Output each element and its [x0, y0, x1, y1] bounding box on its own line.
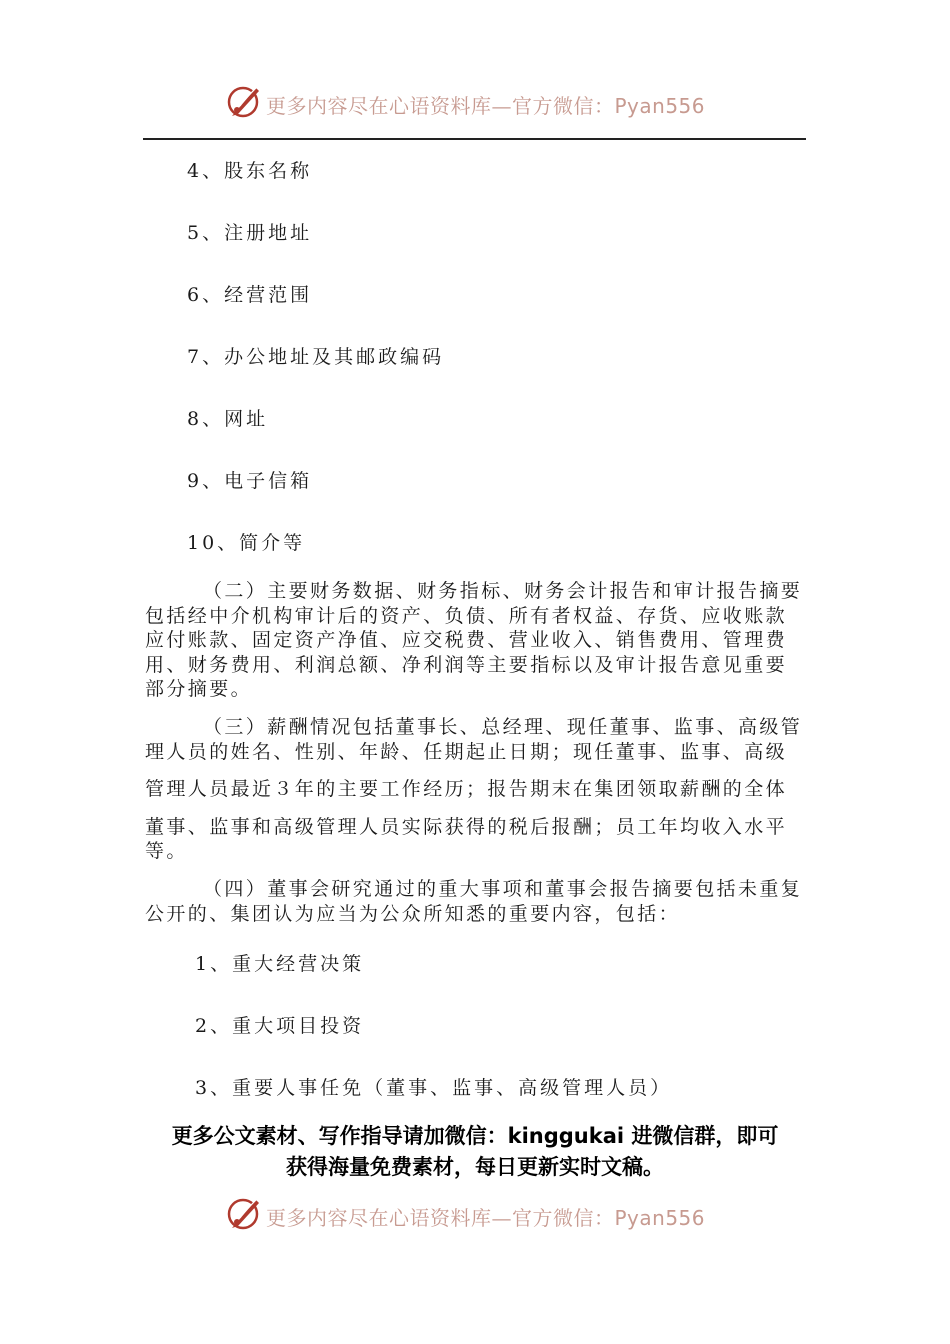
quill-pen-logo-icon — [226, 82, 262, 120]
quill-pen-logo-icon — [226, 1194, 262, 1232]
paragraph-board-matters: （四）董事会研究通过的重大事项和董事会报告摘要包括未重复 公开的、集团认为应当为公众所知悉的重要内容，包括： — [145, 878, 803, 925]
banner-wechat-id: Pyan556 — [614, 1206, 706, 1230]
paragraph-financial-data: （二）主要财务数据、财务指标、财务会计报告和审计报告摘要 包括经中介机构审计后的资产、负债、所有者权益、存货、应收账款 应付账款、固定资产净值、应交税费、营业收入、销售费用、管理费 用、财务费用、利润总额、净利润等主要指标以及审计报告意见重要 部分摘要。 — [145, 580, 803, 700]
banner-text: 更多内容尽在心语资料库—官方微信：Pyan556 — [266, 1206, 706, 1230]
list-item: 3、重要人事任免（董事、监事、高级管理人员） — [195, 1077, 673, 1099]
list-item: 7、办公地址及其邮政编码 — [187, 346, 445, 368]
header-divider — [143, 138, 806, 140]
promo-line-1: 更多公文素材、写作指导请加微信：kinggukai 进微信群，即可 — [171, 1124, 779, 1148]
list-item: 1、重大经营决策 — [195, 953, 365, 975]
banner-wechat-id: Pyan556 — [614, 94, 706, 118]
paragraph-compensation: （三）薪酬情况包括董事长、总经理、现任董事、监事、高级管 理人员的姓名、性别、年龄、任期起止日期；现任董事、监事、高级 管理人员最近３年的主要工作经历；报告期末在集团领取薪酬的全体 董事、监事和高级管理人员实际获得的税后报酬；员工年均收入水平 等。 — [145, 716, 803, 862]
banner-text: 更多内容尽在心语资料库—官方微信：Pyan556 — [266, 94, 706, 118]
list-item: 4、股东名称 — [187, 160, 313, 182]
header-banner — [0, 82, 950, 124]
list-item: 5、注册地址 — [187, 222, 313, 244]
promo-notice — [0, 1121, 950, 1183]
list-item: 9、电子信箱 — [187, 470, 313, 492]
list-item: 8、网址 — [187, 408, 269, 430]
list-item: 6、经营范围 — [187, 284, 313, 306]
promo-line-2: 获得海量免费素材，每日更新实时文稿。 — [286, 1155, 664, 1179]
list-item: 10、简介等 — [187, 532, 306, 554]
list-item: 2、重大项目投资 — [195, 1015, 365, 1037]
footer-banner — [0, 1194, 950, 1236]
